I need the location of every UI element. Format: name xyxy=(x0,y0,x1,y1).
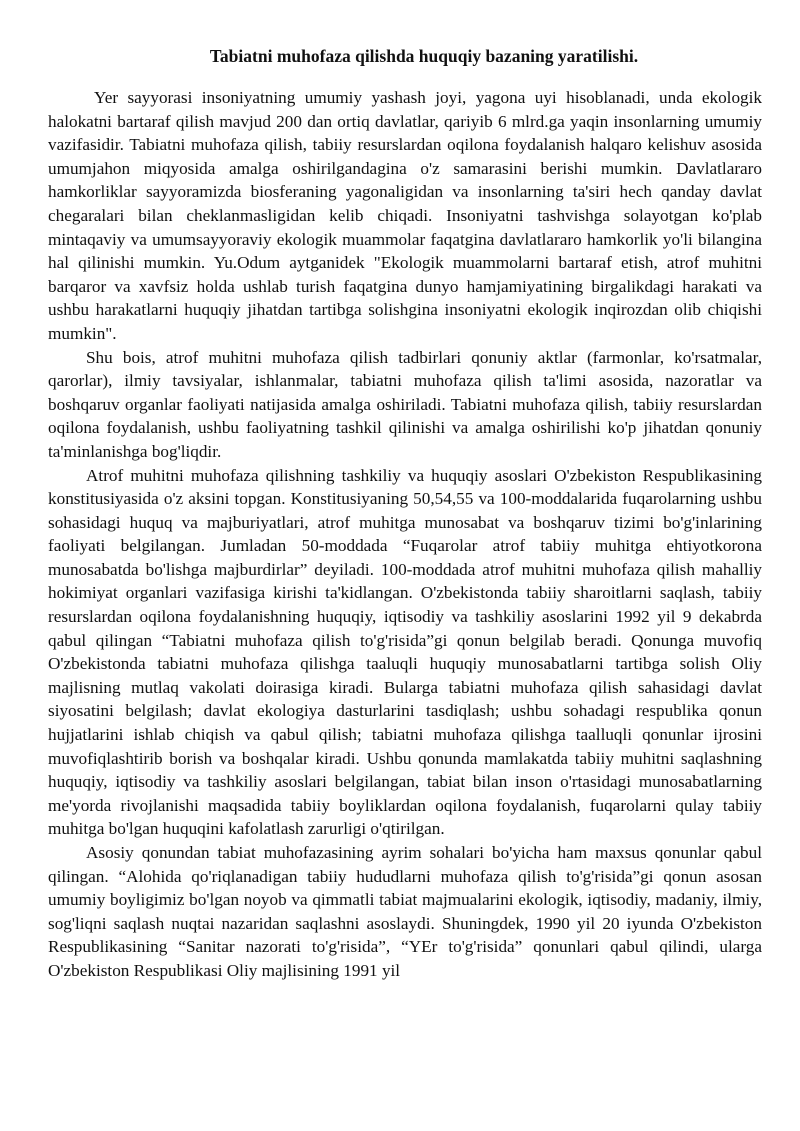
document-page xyxy=(48,44,762,983)
paragraph-3: Atrof muhitni muhofaza qilishning tashkiliy va huquqiy asoslari O'zbekiston Respublikasining konstitusiyasida o'z aksini topgan. Konstitusiyaning 50,54,55 va 100-moddalarida fuqarolarning ushbu sohasidagi huquq va majburiyatlari, atrof muhitga munosabat va boshqaruv tizimi bo'g'inlarining faoliyati belgilangan. Jumladan 50-moddada “Fuqarolar atrof tabiiy muhitga ehtiyotkorona munosabatda bo'lishga majburdirlar” deyiladi. 100-moddada atrof muhitni muhofaza qilish mahalliy hokimiyat organlari vazifasiga kirishi ta'kidlangan. O'zbekistonda tabiiy sharoitlarni saqlash, tabiiy resurslardan oqilona foydalanishning huquqiy, iqtisodiy va tashkiliy asoslarini 1992 yil 9 dekabrda qabul qilingan “Tabiatni muhofaza qilish to'g'risida”gi qonun belgilab beradi. Qonunga muvofiq O'zbekistonda tabiatni muhofaza qilishga taaluqli huquqiy munosabatlarni tartibga solish Oliy majlisning mutlaq vakolati doirasiga kiradi. Bularga tabiatni muhofaza qilish sahasidagi davlat siyosatini belgilash; davlat ekologiya dasturlarini tasdiqlash; ushbu sohadagi respublika qonun hujjatlarini ishlab chiqish va qabul qilish; tabiatni muhofaza qilishga taalluqli qonunlar ijrosini muvofiqlashtirib borish va boshqalar kiradi. Ushbu qonunda mamlakatda tabiiy muhitni saqlashning huquqiy, iqtisodiy va tashkiliy asoslari belgilangan, tabiat bilan inson o'rtasidagi munosabatlarning me'yorda rivojlanishi maqsadida tabiiy boyliklardan oqilona foydalanish, fuqarolarni qulay tabiiy muhitga bo'lgan huquqini kafolatlash zarurligi o'qtirilgan. xyxy=(48,465,762,839)
paragraph-1: Yer sayyorasi insoniyatning umumiy yashash joyi, yagona uyi hisoblanadi, unda ekologik halokatni bartaraf qilish mavjud 200 dan ortiq davlatlar, qariyib 6 mlrd.ga yaqin insonlarning umumiy vazifasidir. Tabiatni muhofaza qilish, tabiiy resurslardan oqilona foydalanish halqaro kelishuv asosida umumjahon miqyosida amalga oshirilgandagina o'z samarasini berishi mumkin. Davlatlararo hamkorliklar sayyoramizda biosferaning yagonaligidan va insonlarning ta'siri hech qanday davlat chegaralari bilan cheklanmasligidan kelib chiqadi. Insoniyatni tashvishga solayotgan ko'plab mintaqaviy va umumsayyoraviy ekologik muammolar faqatgina davlatlararo hamkorlik yo'li bilangina hal qilinishi mumkin. Yu.Odum aytganidek "Ekologik muammolarni bartaraf etish, atrof muhitni barqaror va xavfsiz holda ushlab turish faqatgina dunyo hamjamiyatining birgalikdagi harakati va ushbu harakatlarni huquqiy jihatdan tartibga solishgina insoniyatni ekologik inqirozdan olib chiqishi mumkin". xyxy=(48,88,762,343)
paragraph-2: Shu bois, atrof muhitni muhofaza qilish tadbirlari qonuniy aktlar (farmonlar, ko'rsatmalar, qarorlar), ilmiy tavsiyalar, ishlanmalar, tabiatni muhofaza qilish ta'limi asosida, nazoratlar va boshqaruv organlar faoliyati natijasida amalga oshiriladi. Tabiatni muhofaza qilish, tabiiy resurslardan oqilona foydalanish, ushbu faoliyatning tashkil qilinishi va amalga oshirilishi ko'p jihatdan qonuniy ta'minlanishga bog'liqdir. xyxy=(48,347,762,461)
paragraph-4: Asosiy qonundan tabiat muhofazasining ayrim sohalari bo'yicha ham maxsus qonunlar qabul qilingan. “Alohida qo'riqlanadigan tabiiy hududlarni muhofaza qilish to'g'risida”gi qonun asosan umumiy boyligimiz bo'lgan noyob va qimmatli tabiat majmualarini ekologik, iqtisodiy, madaniy, ilmiy, sog'liqni saqlash nuqtai nazaridan saqlashni asoslaydi. Shuningdek, 1990 yil 20 iyunda O'zbekiston Respublikasining “Sanitar nazorati to'g'risida”, “YEr to'g'risida” qonunlari qabul qilindi, ularga O'zbekiston Respublikasi Oliy majlisining 1991 yil xyxy=(48,843,762,980)
document-title: Tabiatni muhofaza qilishda huquqiy bazaning yaratilishi. xyxy=(209,46,639,66)
